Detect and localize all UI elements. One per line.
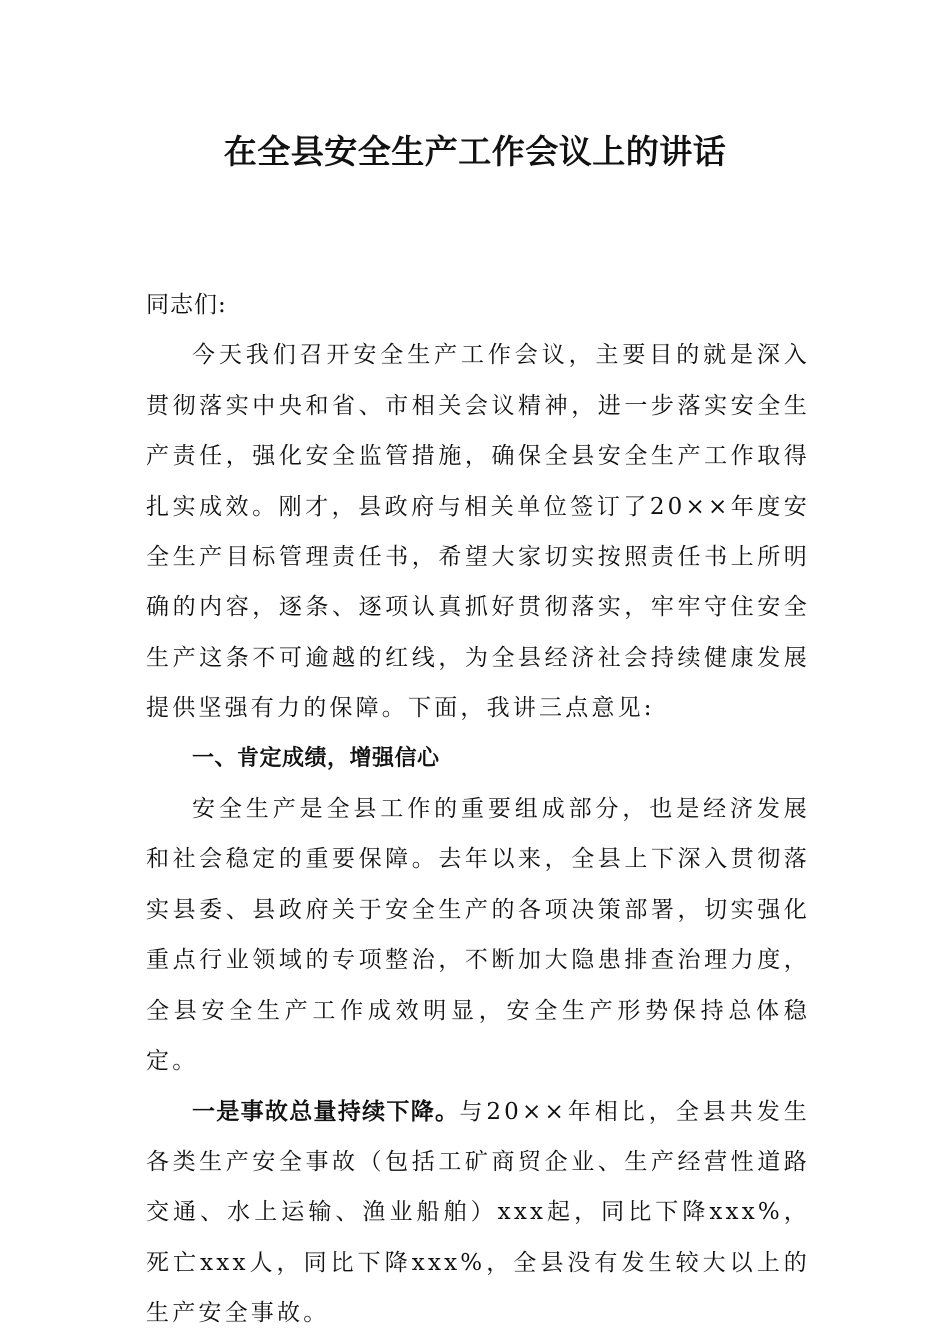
document-title: 在全县安全生产工作会议上的讲话 [223,132,727,171]
salutation: 同志们: [146,292,227,318]
point-one-text: 与20××年相比，全县共发生各类生产安全事故（包括工矿商贸企业、生产经营性道路交通、水上运输、渔业船舶）xxx起，同比下降xxx%，死亡xxx人，同比下降xxx%，全县没有发生较大以上的生产安全事故。 [146,1098,810,1327]
section-heading: 一、肯定成绩，增强信心 [192,745,440,771]
intro-paragraph: 今天我们召开安全生产工作会议，主要目的就是深入贯彻落实中央和省、市相关会议精神，进一步落实安全生产责任，强化安全监管措施，确保全县安全生产工作取得扎实成效。刚才，县政府与相关单位签订了20××年度安全生产目标管理责任书，希望大家切实按照责任书上所明确的内容，逐条、逐项认真抓好贯彻落实，牢牢守住安全生产这条不可逾越的红线，为全县经济社会持续健康发展提供坚强有力的保障。下面，我讲三点意见: [146,342,810,722]
point-one-lead: 一是事故总量持续下降。 [192,1098,460,1125]
section-paragraph: 安全生产是全县工作的重要组成部分，也是经济发展和社会稳定的重要保障。去年以来，全县上下深入贯彻落实县委、县政府关于安全生产的各项决策部署，切实强化重点行业领域的专项整治，不断加大隐患排查治理力度，全县安全生产工作成效明显，安全生产形势保持总体稳定。 [146,796,810,1075]
document-body [146,280,810,1339]
point-one-paragraph [146,1087,810,1339]
